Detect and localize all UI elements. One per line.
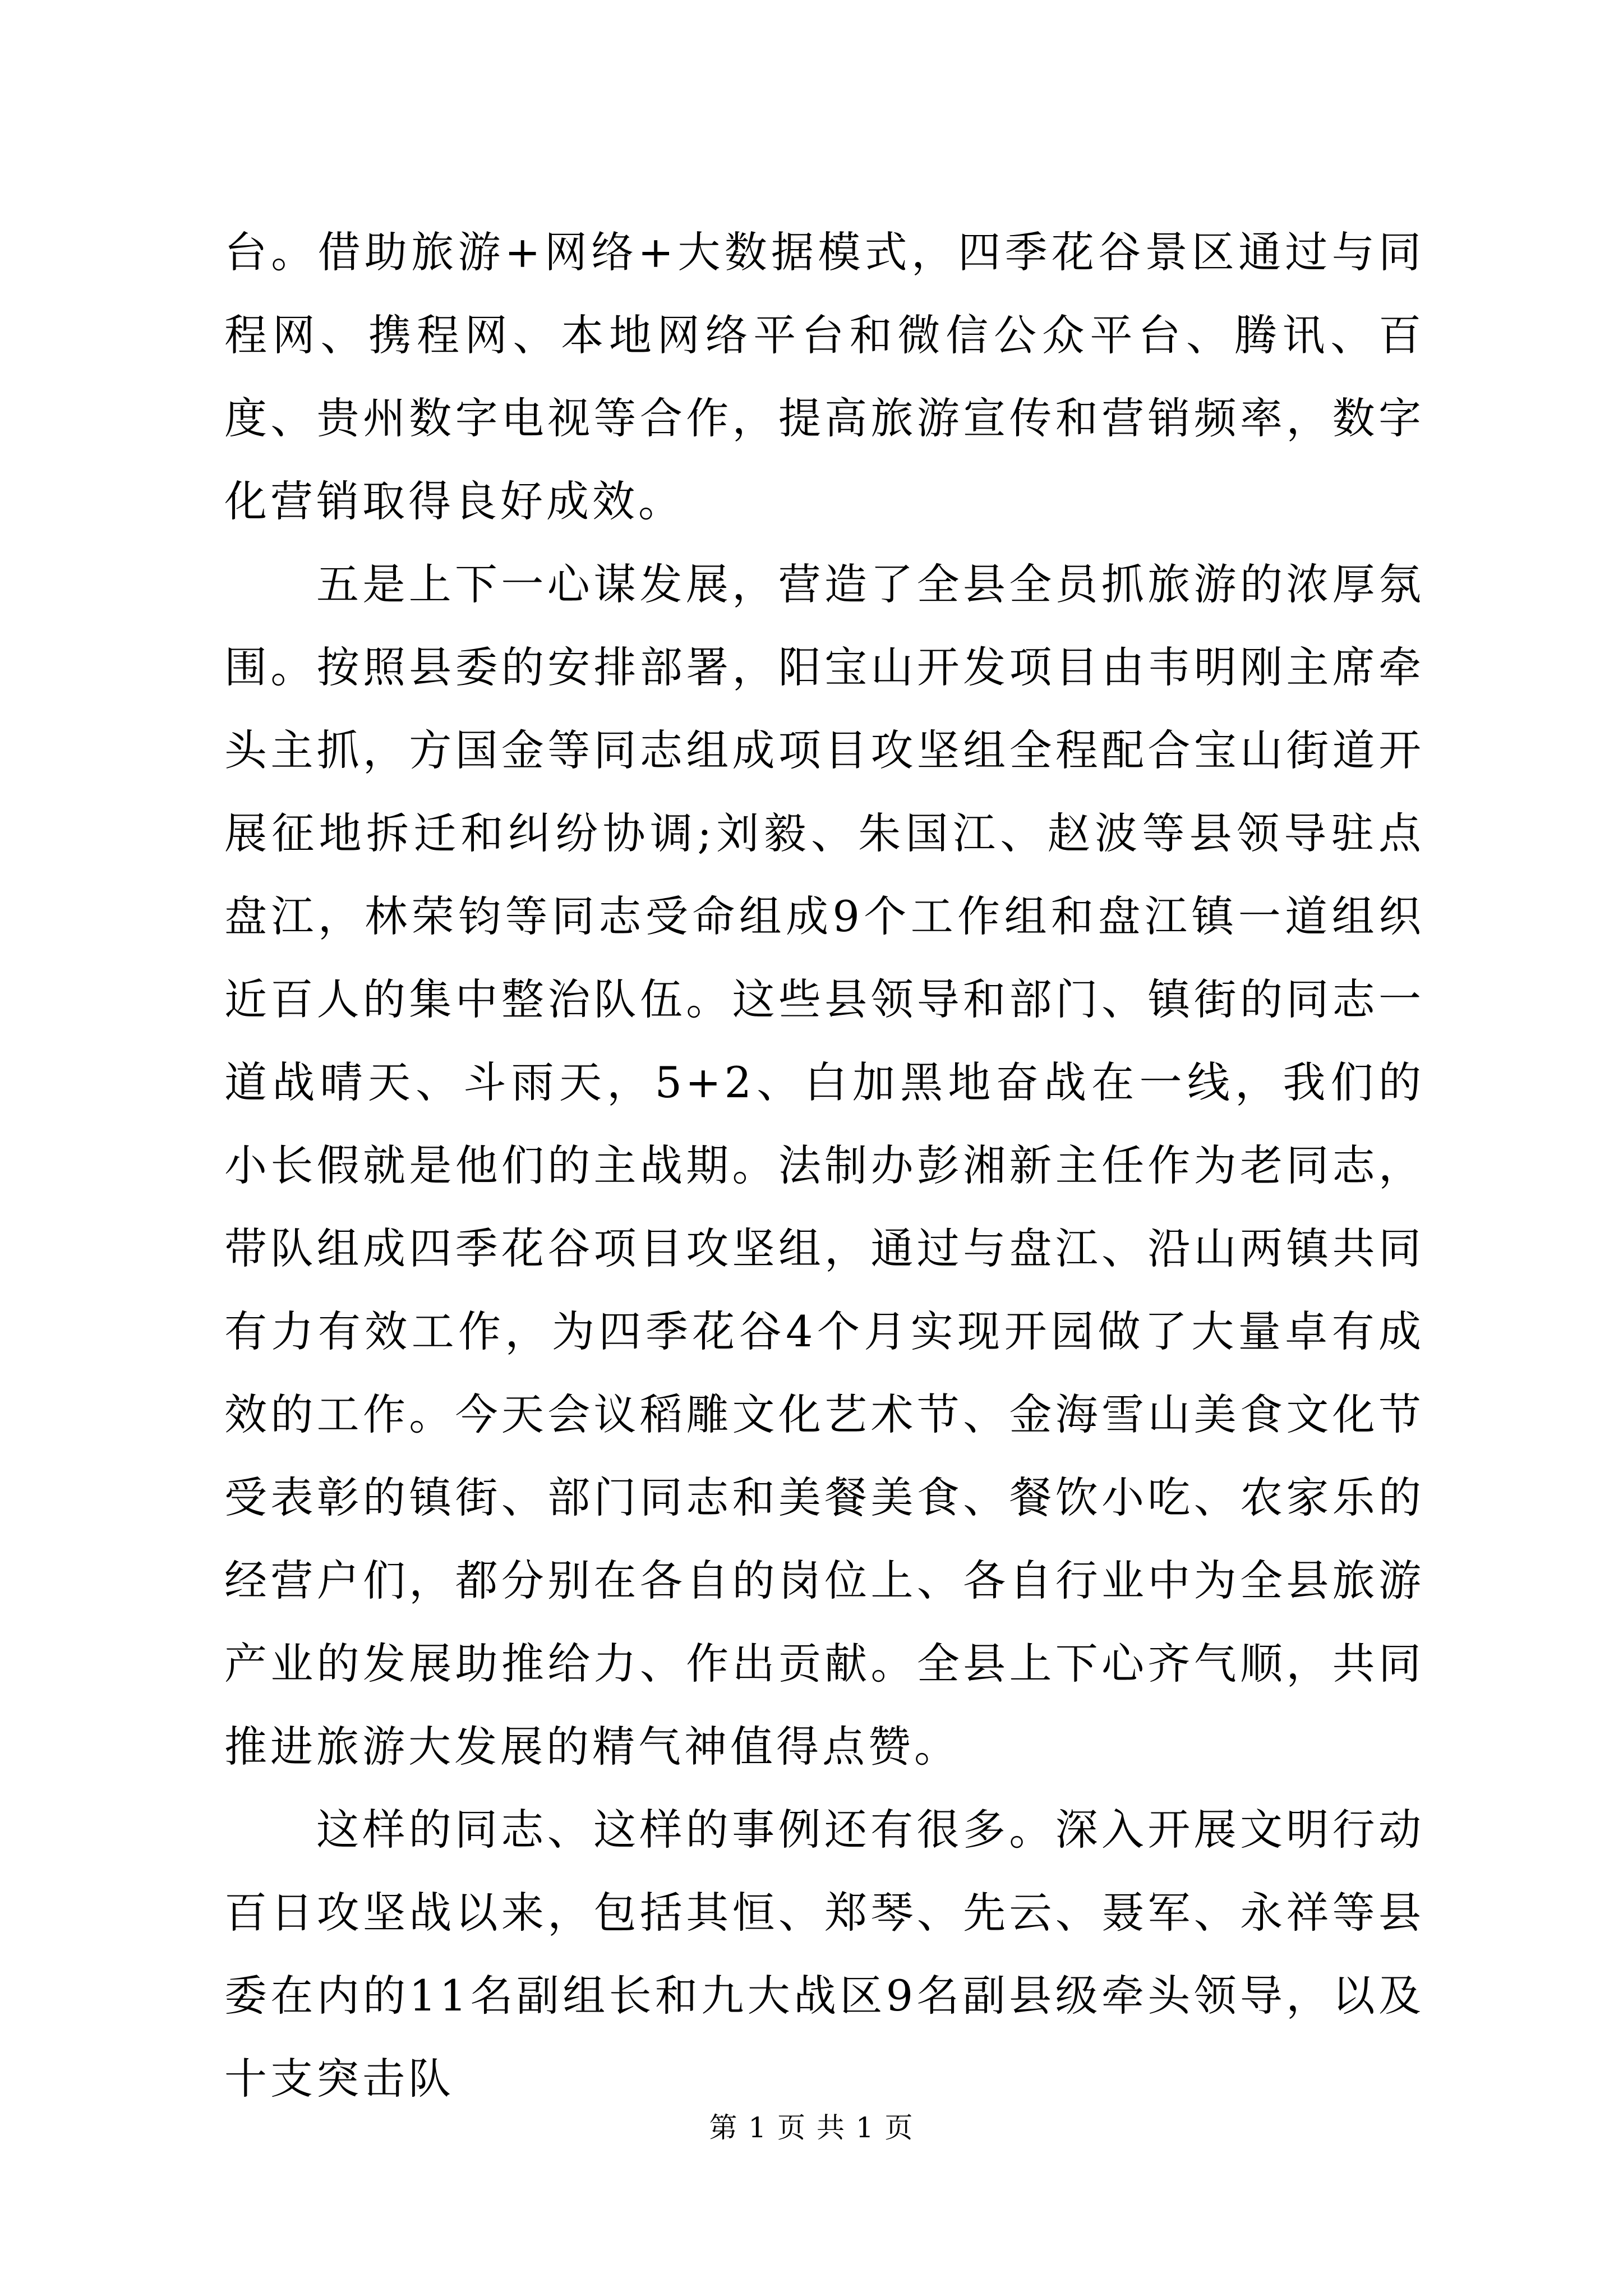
page-number-label: 第 1 页 共 1 页 bbox=[709, 2111, 914, 2144]
paragraph-3: 这样的同志、这样的事例还有很多。深入开展文明行动百日攻坚战以来，包括其恒、郑琴、先云、聂军、永祥等县委在内的11名副组长和九大战区9名副县级牵头领导，以及十支突击队 bbox=[224, 1805, 1424, 2104]
paragraph-1: 台。借助旅游+网络+大数据模式，四季花谷景区通过与同程网、携程网、本地网络平台和微信公众平台、腾讯、百度、贵州数字电视等合作，提高旅游宣传和营销频率，数字化营销取得良好成效。 bbox=[224, 227, 1424, 526]
paragraph-2: 五是上下一心谋发展，营造了全县全员抓旅游的浓厚氛围。按照县委的安排部署，阳宝山开发项目由韦明刚主席牵头主抓，方国金等同志组成项目攻坚组全程配合宝山街道开展征地拆迁和纠纷协调;刘毅、朱国江、赵波等县领导驻点盘江，林荣钧等同志受命组成9个工作组和盘江镇一道组织近百人的集中整治队伍。这些县领导和部门、镇街的同志一道战晴天、斗雨天，5+2、白加黑地奋战在一线，我们的小长假就是他们的主战期。法制办彭湘新主任作为老同志，带队组成四季花谷项目攻坚组，通过与盘江、沿山两镇共同有力有效工作，为四季花谷4个月实现开园做了大量卓有成效的工作。今天会议稻雕文化艺术节、金海雪山美食文化节受表彰的镇街、部门同志和美餐美食、餐饮小吃、农家乐的经营户们，都分别在各自的岗位上、各自行业中为全县旅游产业的发展助推给力、作出贡献。全县上下心齐气顺，共同推进旅游大发展的精气神值得点赞。 bbox=[224, 559, 1424, 1772]
body-text bbox=[224, 211, 1424, 2120]
page-footer bbox=[0, 2108, 1623, 2147]
